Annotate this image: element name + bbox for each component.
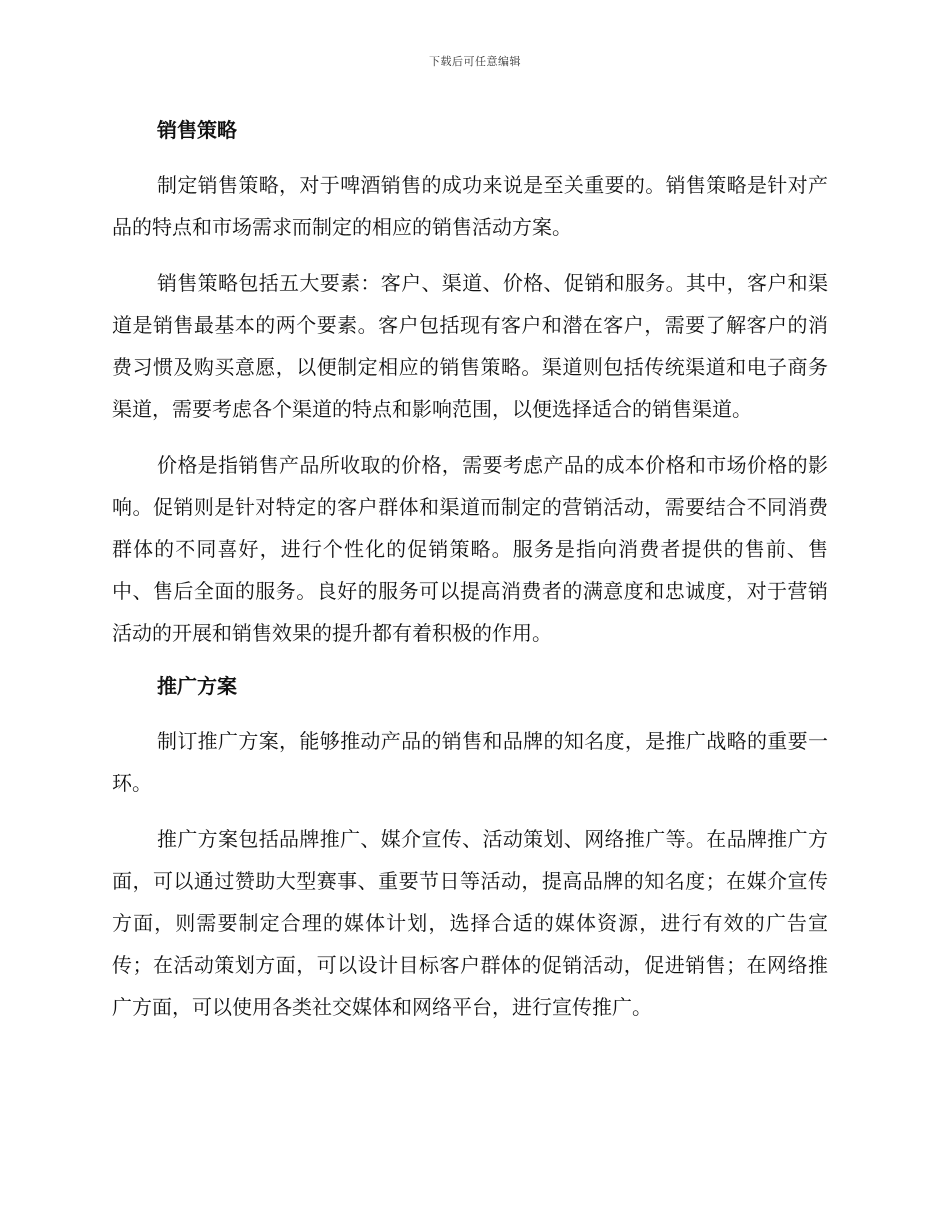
paragraph: 制订推广方案，能够推动产品的销售和品牌的知名度，是推广战略的重要一环。	[112, 729, 828, 795]
paragraph: 价格是指销售产品所收取的价格，需要考虑产品的成本价格和市场价格的影响。促销则是针对特定的客户群体和渠道而制定的营销活动，需要结合不同消费群体的不同喜好，进行个性化的促销策略。服务是指向消费者提供的售前、售中、售后全面的服务。良好的服务可以提高消费者的满意度和忠诚度，对于营销活动的开展和销售效果的提升都有着积极的作用。	[112, 453, 828, 645]
paragraph: 推广方案包括品牌推广、媒介宣传、活动策划、网络推广等。在品牌推广方面，可以通过赞助大型赛事、重要节日等活动，提高品牌的知名度；在媒介宣传方面，则需要制定合理的媒体计划，选择合适的媒体资源，进行有效的广告宣传；在活动策划方面，可以设计目标客户群体的促销活动，促进销售；在网络推广方面，可以使用各类社交媒体和网络平台，进行宣传推广。	[112, 827, 828, 1019]
page-header-note: 下载后可任意编辑	[429, 55, 521, 68]
paragraph: 销售策略包括五大要素：客户、渠道、价格、促销和服务。其中，客户和渠道是销售最基本的两个要素。客户包括现有客户和潜在客户，需要了解客户的消费习惯及购买意愿，以便制定相应的销售策略。渠道则包括传统渠道和电子商务渠道，需要考虑各个渠道的特点和影响范围，以便选择适合的销售渠道。	[112, 271, 828, 421]
section-title-sales-strategy: 销售策略	[157, 118, 237, 142]
document-body	[112, 0, 828, 1028]
paragraph: 制定销售策略，对于啤酒销售的成功来说是至关重要的。销售策略是针对产品的特点和市场需求而制定的相应的销售活动方案。	[112, 173, 828, 239]
section-title-promotion-plan: 推广方案	[157, 674, 237, 698]
